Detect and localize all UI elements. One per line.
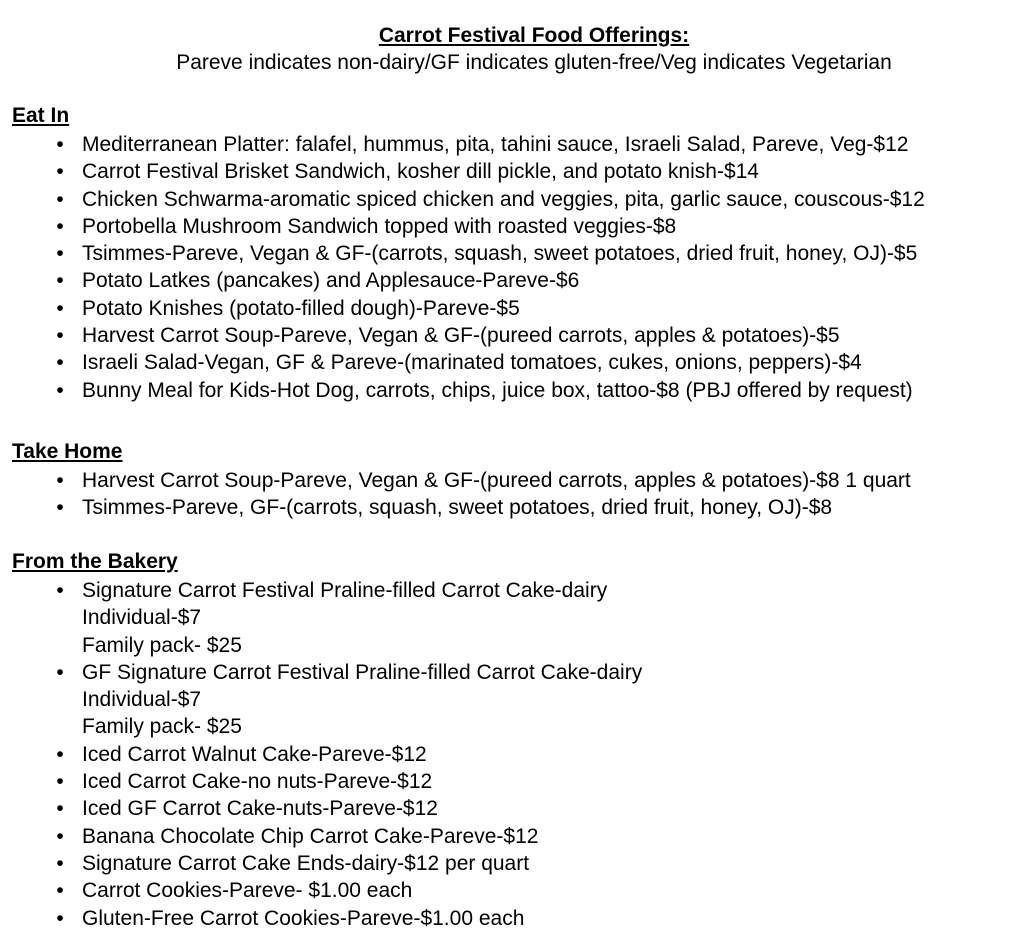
item-text: Iced GF Carrot Cake-nuts-Pareve-$12 <box>82 797 438 821</box>
list-item <box>12 823 1020 850</box>
list-item <box>12 213 1020 240</box>
item-price-individual: Individual-$7 <box>82 606 202 630</box>
list-item <box>12 850 1020 877</box>
list-item <box>12 467 1020 494</box>
item-text: Iced Carrot Cake-no nuts-Pareve-$12 <box>82 770 433 794</box>
bakery-list <box>12 577 1020 932</box>
section-heading-eat-in: Eat In <box>12 104 70 127</box>
bullet-icon: • <box>56 660 64 684</box>
list-item <box>12 577 1020 659</box>
bullet-icon: • <box>56 851 64 875</box>
bullet-icon: • <box>56 269 64 293</box>
bullet-icon: • <box>56 824 64 848</box>
item-text: Bunny Meal for Kids-Hot Dog, carrots, chips, juice box, tattoo-$8 (PBJ offered by request) <box>82 378 913 402</box>
item-text: Mediterranean Platter: falafel, hummus, pita, tahini sauce, Israeli Salad, Pareve, Veg-$12 <box>82 133 909 156</box>
bullet-icon: • <box>56 906 64 930</box>
item-text: Portobella Mushroom Sandwich topped with roasted veggies-$8 <box>82 214 677 238</box>
list-item <box>12 267 1020 294</box>
take-home-list <box>12 467 1020 522</box>
bullet-icon: • <box>56 187 64 211</box>
bullet-icon: • <box>56 242 64 266</box>
list-item <box>12 240 1020 267</box>
bullet-icon: • <box>56 351 64 375</box>
bullet-icon: • <box>56 770 64 794</box>
list-item <box>12 877 1020 904</box>
list-item <box>12 322 1020 349</box>
list-item <box>12 377 1020 404</box>
list-item <box>12 905 1020 932</box>
bullet-icon: • <box>56 378 64 402</box>
bullet-icon: • <box>56 797 64 821</box>
item-price-family: Family pack- $25 <box>82 715 242 739</box>
item-text: Chicken Schwarma-aromatic spiced chicken and veggies, pita, garlic sauce, couscous-$12 <box>82 187 925 211</box>
list-item <box>12 494 1020 521</box>
section-heading-bakery: From the Bakery <box>12 550 178 573</box>
item-price-individual: Individual-$7 <box>82 688 202 712</box>
bullet-icon: • <box>56 579 64 602</box>
bullet-icon: • <box>56 742 64 766</box>
item-text: Harvest Carrot Soup-Pareve, Vegan & GF-(pureed carrots, apples & potatoes)-$5 <box>82 324 840 348</box>
bullet-icon: • <box>56 469 64 492</box>
list-item <box>12 295 1020 322</box>
item-text: Potato Latkes (pancakes) and Applesauce-Pareve-$6 <box>82 269 580 293</box>
item-text: Harvest Carrot Soup-Pareve, Vegan & GF-(pureed carrots, apples & potatoes)-$8 1 quart <box>82 469 911 492</box>
item-text: Signature Carrot Cake Ends-dairy-$12 per quart <box>82 851 530 875</box>
bullet-icon: • <box>56 496 64 520</box>
section-take-home <box>12 439 1020 522</box>
eat-in-list <box>12 131 1020 404</box>
list-item <box>12 741 1020 768</box>
item-text: Israeli Salad-Vegan, GF & Pareve-(marinated tomatoes, cukes, onions, peppers)-$4 <box>82 351 862 375</box>
section-bakery <box>12 549 1020 932</box>
document-title: Carrot Festival Food Offerings: <box>378 24 690 47</box>
item-text: Banana Chocolate Chip Carrot Cake-Pareve-$12 <box>82 824 539 848</box>
bullet-icon: • <box>56 879 64 903</box>
section-heading-take-home: Take Home <box>12 440 123 463</box>
list-item <box>12 131 1020 158</box>
item-price-family: Family pack- $25 <box>82 633 242 657</box>
list-item <box>12 349 1020 376</box>
bullet-icon: • <box>56 214 64 238</box>
item-text: Iced Carrot Walnut Cake-Pareve-$12 <box>82 742 427 766</box>
item-text: Signature Carrot Festival Praline-filled Carrot Cake-dairy <box>82 579 608 602</box>
item-text: Tsimmes-Pareve, Vegan & GF-(carrots, squash, sweet potatoes, dried fruit, honey, OJ)-$5 <box>82 242 918 266</box>
list-item <box>12 186 1020 213</box>
list-item <box>12 158 1020 185</box>
bullet-icon: • <box>56 133 64 156</box>
item-text: Tsimmes-Pareve, GF-(carrots, squash, sweet potatoes, dried fruit, honey, OJ)-$8 <box>82 496 833 520</box>
bullet-icon: • <box>56 324 64 348</box>
bullet-icon: • <box>56 296 64 320</box>
list-item <box>12 659 1020 741</box>
item-text: Carrot Festival Brisket Sandwich, kosher dill pickle, and potato knish-$14 <box>82 160 759 184</box>
section-eat-in <box>12 103 1020 404</box>
list-item <box>12 795 1020 822</box>
bullet-icon: • <box>56 160 64 184</box>
list-item <box>12 768 1020 795</box>
document-subtitle: Pareve indicates non-dairy/GF indicates gluten-free/Veg indicates Vegetarian <box>176 51 892 74</box>
item-text: Potato Knishes (potato-filled dough)-Pareve-$5 <box>82 296 520 320</box>
item-text: GF Signature Carrot Festival Praline-filled Carrot Cake-dairy <box>82 660 643 684</box>
item-text: Carrot Cookies-Pareve- $1.00 each <box>82 879 413 903</box>
item-text: Gluten-Free Carrot Cookies-Pareve-$1.00 each <box>82 906 525 930</box>
